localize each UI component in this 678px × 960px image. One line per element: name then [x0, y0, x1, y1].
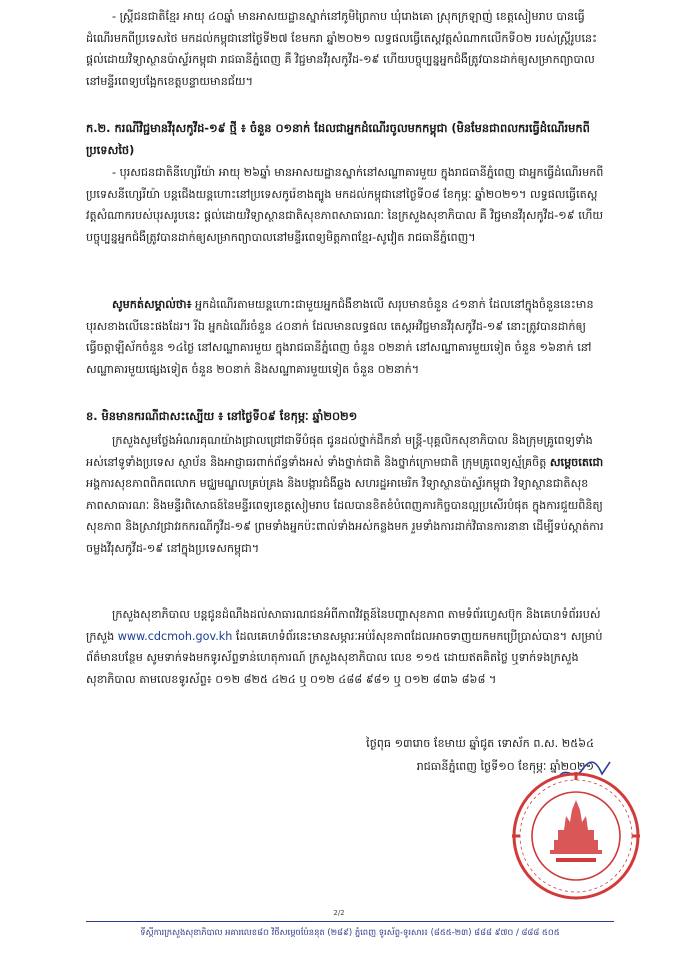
paragraph-thanks — [86, 430, 606, 560]
website-link[interactable]: www.cdcmoh.gov.kh — [117, 629, 233, 643]
thanks-bold: សម្តេចតេជោ — [549, 455, 604, 469]
thanks-text-a: ក្រសួងសូមថ្លែងអំណរគុណយ៉ាងជ្រាលជ្រៅជាទីបំផុត ជូនដល់ថ្នាក់ដឹកនាំ មន្ត្រី-បុគ្គលិកសុខាភិបាល និងក្រុមគ្រូពេទ្យទាំងអស់នៅទូទាំងប្រទេស ស្ថាប័ន និងអាជ្ញាធរពាក់ព័ន្ធទាំងអស់ ទាំងថ្នាក់ជាតិ និងថ្នាក់ក្រោមជាតិ ក្រុមគ្រូពេទ្យស្ម័គ្រចិត្ត — [86, 434, 593, 469]
info-text-b: ដែលគេហទំព័រនេះមានសម្ភារៈអប់រំសុខភាពដែលអាចទាញយកមកប្រើប្រាស់បាន។ សម្រាប់ព័ត៌មានបន្ថែម សូមទាក់ទងមកទូរស័ព្ទទាន់ហេតុការណ៍ ក្រសួងសុខាភិបាល លេខ ១១៥ ដោយឥតគិតថ្លៃ ឬទាក់ទងក្រសួងសុខាភិបាល តាមលេខទូរស័ព្ទ៖ ០១២ ៨២៥ ៤២៤ ឬ ០១២ ៤៨៨ ៩៨១ ឬ ០១២ ៨៣៦ ៨៦៨ ។ — [86, 629, 603, 686]
info-text-a: ក្រសួងសុខាភិបាល បន្តជូនដំណឹងដល់សាធារណជនអំពីភាពវិវត្តន៍នៃបញ្ហាសុខភាព តាមទំព័រហ្វេសប៊ុក និងគេហទំព័ររបស់ក្រសួង — [86, 608, 601, 643]
ministry-seal — [510, 770, 642, 902]
footer-address: ទីស្តីការក្រសួងសុខាភិបាល អគារលេខ៨០ វិថីសម្តេចប៉ែននុត (២៨៩) ភ្នំពេញ ទូរស័ព្ទ-ទូរសារ៖ (៨៥៥-២៣) ៨៨៨ ៩៧០ / ៨៨៨ ៥០៥ — [140, 927, 560, 937]
lunar-date: ថ្ងៃពុធ ១៣រោច ខែមាឃ ឆ្នាំជូត ទោស័ក ព.ស. ២៥៦៤ — [366, 737, 594, 750]
paragraph-info — [86, 604, 606, 690]
paragraph-case-male: - បុរសជនជាតិនីហ្សេរីយ៉ា អាយុ ២៦ឆ្នាំ មានអាសយដ្ឋានស្នាក់នៅសណ្ឋាគារមួយ ក្នុងរាជធានីភ្នំពេញ ជាអ្នកធ្វើដំណើរមកពីប្រទេសនីហ្សេរីយ៉ា បន្តជើងយន្តហោះនៅប្រទេសកូរ៉េខាងត្បូង មកដល់កម្ពុជានៅថ្ងៃទី០៨ ខែកុម្ភៈ ឆ្នាំ២០២១។ លទ្ធផលធ្វើតេស្តវត្តសំណាករបស់បុរសរូបនេះ ផ្តល់ដោយវិទ្យាស្ថានជាតិសុខភាពសាធារណៈ នៃក្រសួងសុខាភិបាល គឺ វិជ្ជមានវីរុសកូវីដ-១៩ ហើយបច្ចុប្បន្នអ្នកជំងឺត្រូវបានដាក់ឲ្យសម្រាកព្យាបាលនៅមន្ទីរពេទ្យមិត្តភាពខ្មែរ-សូវៀត រាជធានីភ្នំពេញ។ — [86, 166, 604, 244]
paragraph-case-female: - ស្ត្រីជនជាតិខ្មែរ អាយុ ៤០ឆ្នាំ មានអាសយដ្ឋានស្នាក់នៅភូមិព្រៃកាប ឃុំរោងគោ ស្រុកក្រឡាញ់ ខេត្តសៀមរាប បានធ្វើដំណើរមកពីប្រទេសថៃ មកដល់កម្ពុជានៅថ្ងៃទី២៧ ខែមករា ឆ្នាំ២០២១ លទ្ធផលធ្វើតេស្តវត្តសំណាកលើកទី០២ របស់ស្ត្រីរូបនេះ ផ្តល់ដោយវិទ្យាស្ថានប៉ាស្ទ័រកម្ពុជា រាជធានីភ្នំពេញ គឺ វិជ្ជមានវីរុសកូវីដ-១៩ ហើយបច្ចុប្បន្នអ្នកជំងឺត្រូវបានដាក់ឲ្យសម្រាកព្យាបាលនៅមន្ទីរពេទ្យបង្អែកខេត្តបន្ទាយមានជ័យ។ — [86, 10, 598, 88]
paragraph-note — [86, 294, 606, 380]
heading-kh: ខ. មិនមានករណីជាសះស្បើយ ៖ នៅថ្ងៃទី០៩ ខែកុម្ភៈ ឆ្នាំ២០២១ — [86, 409, 358, 423]
footer-divider — [86, 921, 614, 922]
note-lead: សូមកត់សម្គាល់ថា៖ — [112, 298, 192, 311]
note-text: អ្នកដំណើរតាមយន្តហោះជាមួយអ្នកជំងឺខាងលើ សរុបមានចំនួន ៤១នាក់ ដែលនៅក្នុងចំនួននេះមាន បុរសខាងលើនេះផងដែរ។ រីឯ អ្នកដំណើរចំនួន ៤០នាក់ ដែលមានលទ្ធផល តេស្តអវិជ្ជមានវីរុសកូវីដ-១៩ នោះត្រូវបានដាក់ឲ្យធ្វើចត្តាឡីស័កចំនួន ១៤ថ្ងៃ នៅសណ្ឋាគារមួយ ក្នុងរាជធានីភ្នំពេញ ចំនួន ០២នាក់ នៅសណ្ឋាគារមួយទៀត ចំនួន ១៦នាក់ នៅសណ្ឋាគារមួយផ្សេងទៀត ចំនួន ២០នាក់ និងសណ្ឋាគារមួយទៀត ចំនួន ០២នាក់។ — [86, 298, 594, 376]
thanks-text-b: អង្គការសុខភាពពិភពលោក មជ្ឈមណ្ឌលគ្រប់គ្រង និងបង្ការជំងឺឆ្លង សហរដ្ឋអាមេរិក វិទ្យាស្ថានប៉ាស្ទ័រកម្ពុជា វិទ្យាស្ថានជាតិសុខភាពសាធារណៈ និងមន្ទីរពិសោធន៍នៃមន្ទីរពេទ្យខេត្តសៀមរាប ដែលបានខិតខំបំពេញភារកិច្ចបានល្អប្រសើរបំផុត ក្នុងការជួយពិនិត្យសុខភាព និងស្រាវជ្រាវរកករណីកូវីដ-១៩ ព្រមទាំងអ្នកប៉ះពាល់ទាំងអស់កន្លងមក រួមទាំងការដាក់វិធានការនានា ដើម្បីទប់ស្កាត់ការចម្លងវីរុសកូវីដ-១៩ នៅក្នុងប្រទេសកម្ពុជា។ — [86, 477, 604, 555]
page-number: 2/2 — [333, 909, 345, 917]
heading-k2: ក.២. ករណីវិជ្ជមានវីរុសកូវីដ-១៩ ថ្មី ៖ ចំនួន ០១នាក់ ដែលជាអ្នកដំណើរចូលមកកម្ពុជា (មិនមែនជាពលករធ្វើដំណើរមកពីប្រទេសថៃ) — [86, 121, 590, 157]
solar-date: រាជធានីភ្នំពេញ ថ្ងៃទី១០ ខែកុម្ភៈ ឆ្នាំ២០២១ — [416, 760, 594, 773]
